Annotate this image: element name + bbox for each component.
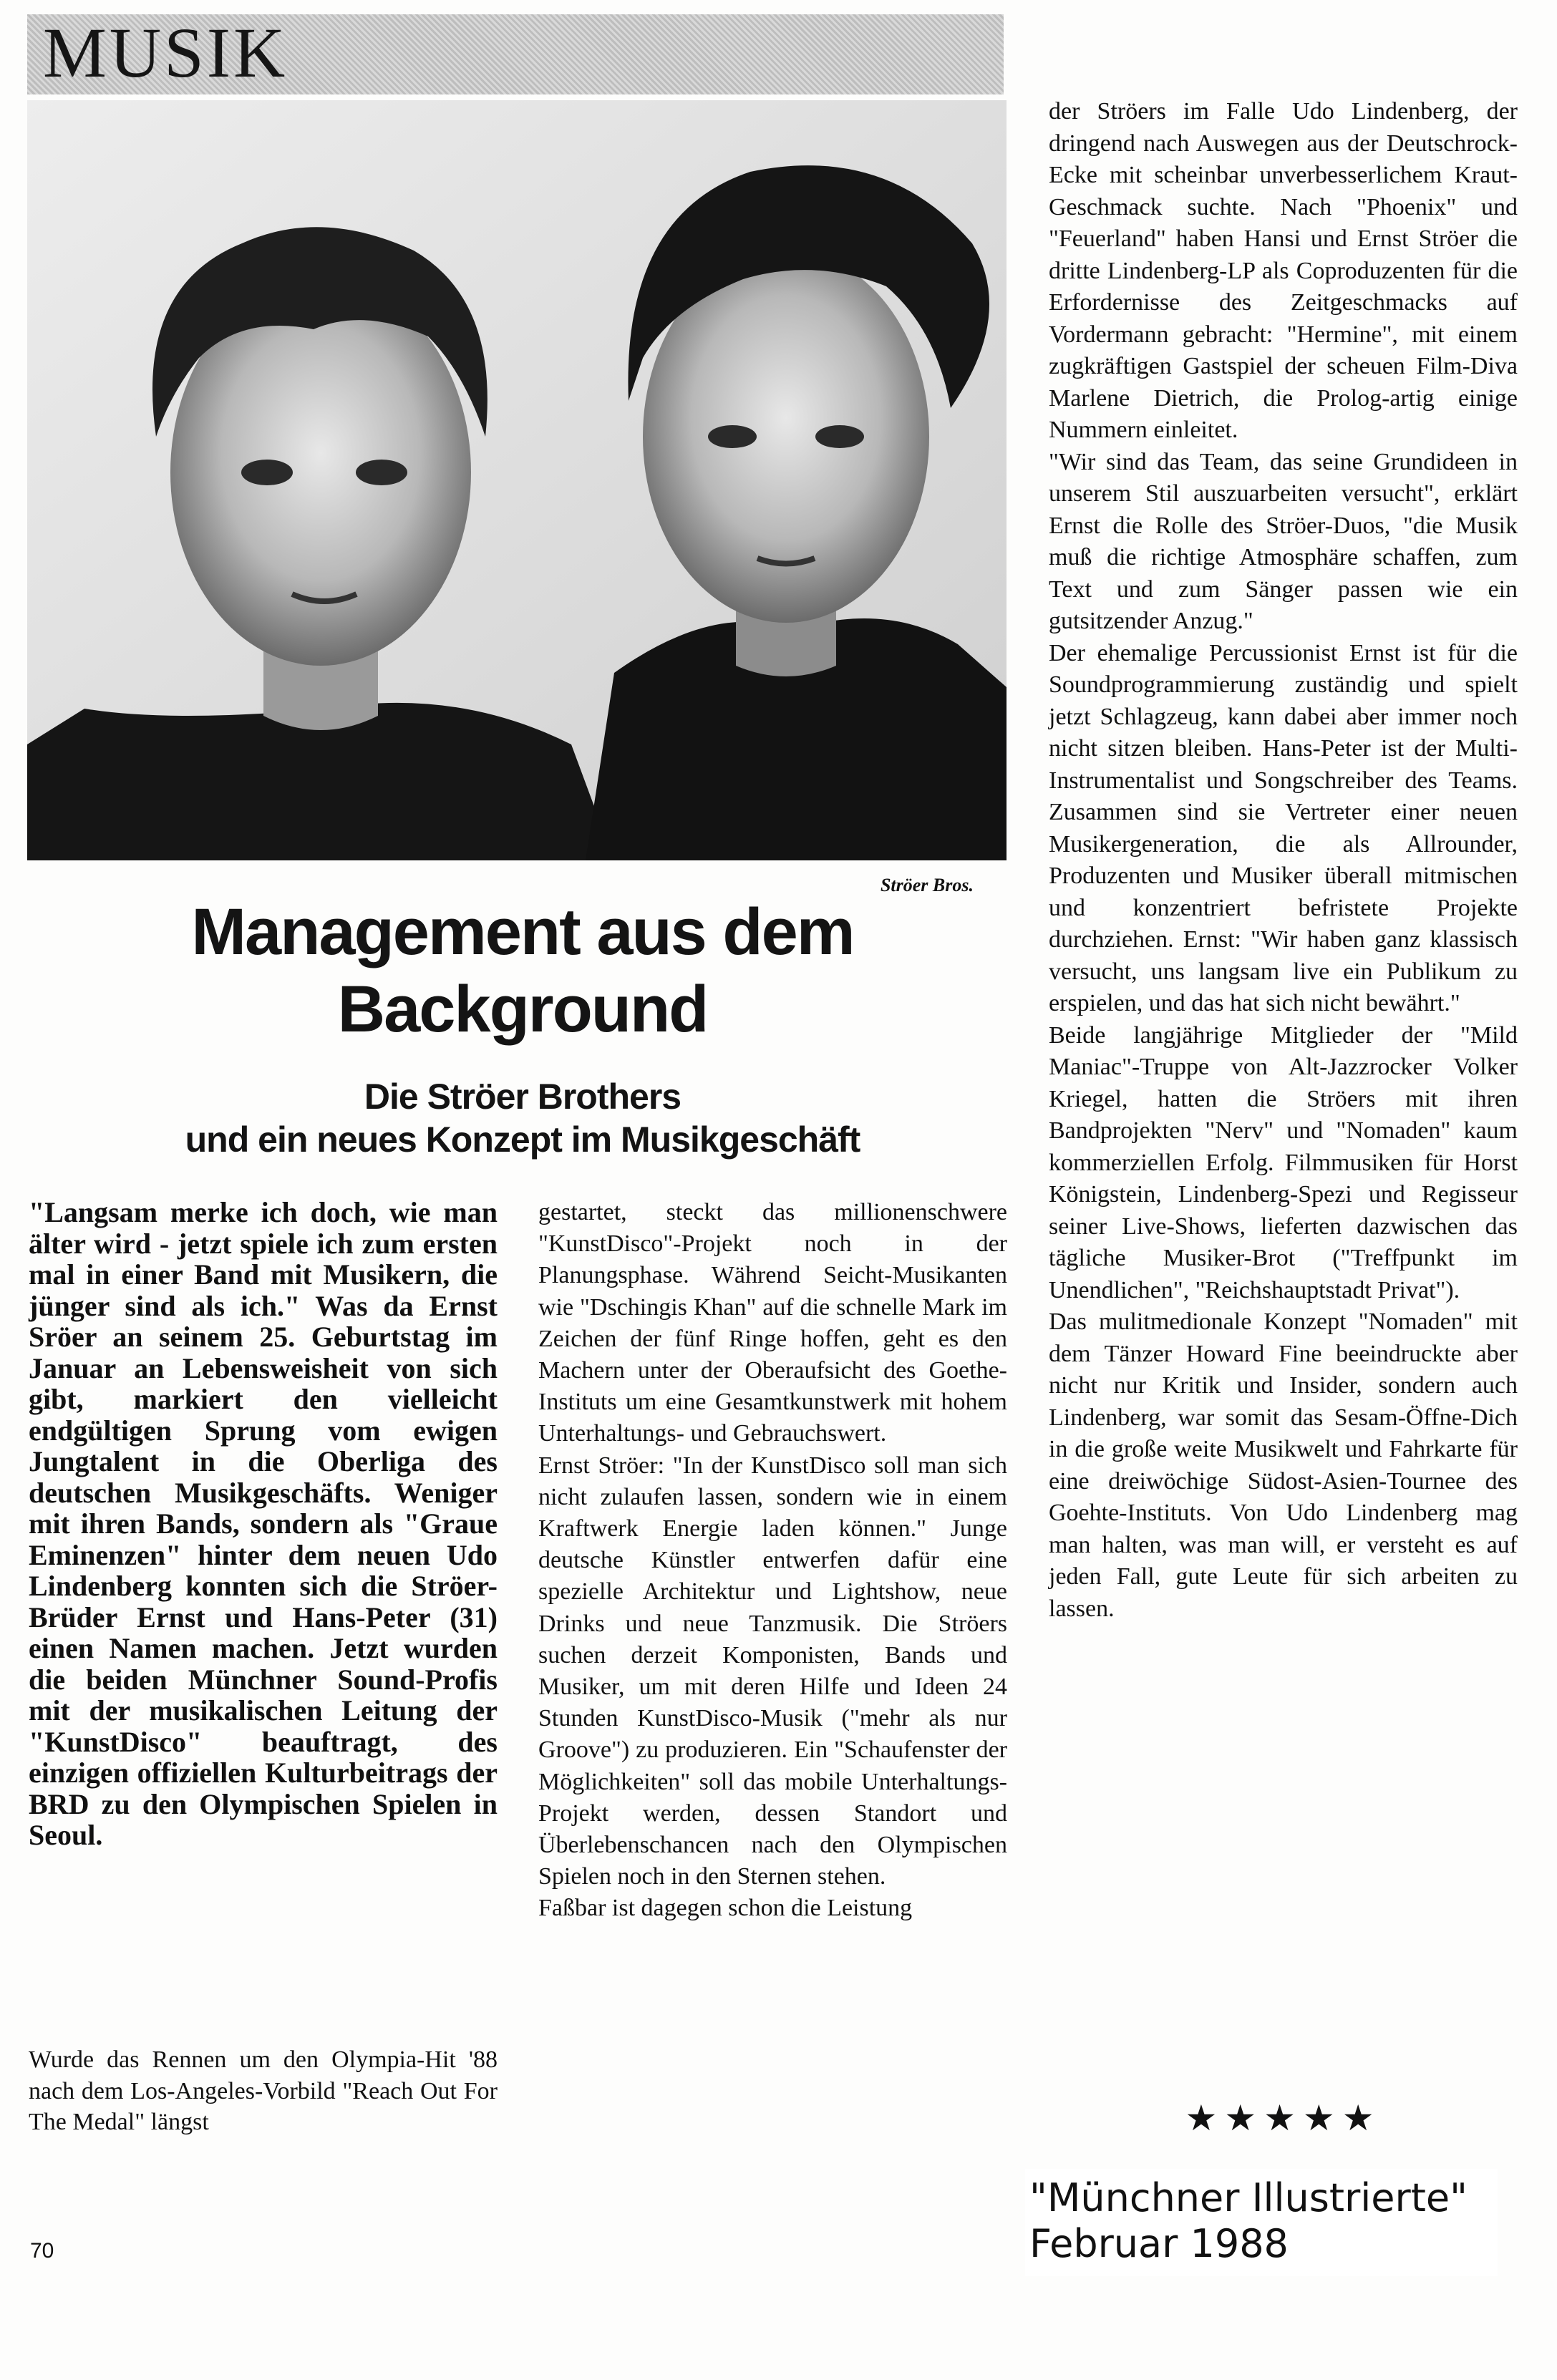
page-number: 70 xyxy=(30,2239,54,2263)
headline-line-1: Management aus dem xyxy=(191,895,854,968)
subheadline-line-2: und ein neues Konzept im Musikgeschäft xyxy=(185,1119,860,1160)
source-date: Februar 1988 xyxy=(1029,2221,1289,2266)
subheadline xyxy=(129,1075,916,1161)
column-3 xyxy=(1049,96,1518,1625)
headline-line-2: Background xyxy=(337,973,708,1046)
lead-paragraph xyxy=(29,1197,498,1851)
column-3-paragraph: Das mulitmedionale Konzept "Nomaden" mit dem Tänzer Howard Fine beeindruckte aber nicht nur Kritik und Insider, sondern auch Lindenberg, war somit das Sesam-Öffne-Dich in die große weite Musikwelt und Fahrkarte für eine dreiwöchige Südost-Asien-Tournee des Goehte-Instituts. Von Udo Lindenberg mag man halten, was man will, er versteht es auf jeden Fall, gute Leute für sich arbeiten zu lassen. xyxy=(1049,1308,1518,1622)
photo-caption: Ströer Bros. xyxy=(880,875,974,895)
column-1-paragraph: Wurde das Rennen um den Olympia-Hit '88 nach dem Los-Angeles-Vorbild "Reach Out For The Medal" längst xyxy=(29,2046,498,2135)
subheadline-line-1: Die Ströer Brothers xyxy=(364,1077,682,1117)
portrait-photo xyxy=(27,100,1007,860)
column-2-paragraph: Ernst Ströer: "In der KunstDisco soll man sich nicht zulaufen lassen, sondern wie in einem Kraftwerk Energie laden können." Junge deutsche Künstler entwerfen dafür eine spezielle Architektur und Lightshow, neue Drinks und neue Tanzmusik. Die Ströers suchen derzeit Komponisten, Bands und Musiker, um mit deren Hilfe und Ideen 24 Stunden KunstDisco-Musik ("mehr als nur Groove") zu produzieren. Ein "Schaufenster der Möglichkeiten" soll das mobile Unterhaltungs-Projekt werden, dessen Standort und Überlebenschancen nach den Olympischen Spielen noch in den Sternen stehen. xyxy=(538,1452,1007,1890)
section-title: MUSIK xyxy=(43,13,288,92)
column-3-paragraph: der Ströers im Falle Udo Lindenberg, der dringend nach Auswegen aus der Deutschrock-Ecke mit scheinbar unverbesserlichem Kraut-Geschmack suchte. Nach "Phoenix" und "Feuerland" haben Hansi und Ernst Ströer die dritte Lindenberg-LP als Coproduzenten für die Erfordernisse des Zeitgeschmacks auf Vordermann gebracht: "Hermine", mit einem zugkräftigen Gastspiel der scheuen Film-Diva Marlene Dietrich, die Prolog-artig einige Nummern einleitet. xyxy=(1049,98,1518,443)
source-publication: "Münchner Illustrierte" xyxy=(1029,2175,1468,2220)
end-mark-stars: ★★★★★ xyxy=(1185,2097,1382,2139)
column-1-body xyxy=(29,2044,498,2138)
column-3-paragraph: Beide langjährige Mitglieder der "Mild Maniac"-Truppe von Alt-Jazzrocker Volker Kriegel, hatten die Ströers mit ihren Bandprojekten "Nerv" und "Nomaden" kaum kommerziellen Erfolg. Filmmusiken für Horst Königstein, Lindenberg-Spezi und Regisseur seiner Live-Shows, lieferten dazwischen das tägliche Musiker-Brot ("Treffpunkt im Unendlichen", "Reichshauptstadt Privat"). xyxy=(1049,1021,1518,1303)
column-2-paragraph: Faßbar ist dagegen schon die Leistung xyxy=(538,1895,913,1922)
column-2 xyxy=(538,1197,1007,1925)
lead-text: "Langsam merke ich doch, wie man älter wird - jetzt spiele ich zum ersten mal in einer Band mit Musikern, die jünger sind als ich." Was da Ernst Sröer an seinem 25. Geburtstag im Januar an Lebensweisheit von sich gibt, markiert den vielleicht endgültigen Sprung vom ewigen Jungtalent in die Oberliga des deutschen Musikgeschäfts. Weniger mit ihren Bands, sondern als "Graue Eminenzen" hinter dem neuen Udo Lindenberg konnten sich die Ströer-Brüder Ernst und Hans-Peter (31) einen Namen machen. Jetzt wurden die beiden Münchner Sound-Profis mit der musikalischen Leitung der "KunstDisco" beauftragt, des einzigen offiziellen Kulturbeitrags der BRD zu den Olympischen Spielen in Seoul. xyxy=(29,1196,498,1851)
headline xyxy=(129,893,916,1048)
column-3-paragraph: "Wir sind das Team, das seine Grundideen in unserem Stil auszuarbeiten versucht", erklärt Ernst die Rolle des Ströer-Duos, "die Musik muß die richtige Atmosphäre schaffen, zum Text und zum Sänger passen wie ein gutsitzender Anzug." xyxy=(1049,448,1518,634)
column-2-paragraph: gestartet, steckt das millionenschwere "KunstDisco"-Projekt noch in der Planungsphase. Während Seicht-Musikanten wie "Dschingis Khan" auf die schnelle Mark im Zeichen der fünf Ringe hoffen, geht es den Machern unter der Oberaufsicht des Goethe-Instituts um eine Gesamtkunstwerk mit hohem Unterhaltungs- und Gebrauchswert. xyxy=(538,1199,1007,1447)
column-3-paragraph: Der ehemalige Percussionist Ernst ist für die Soundprogrammierung zuständig und spielt jetzt Schlagzeug, kann dabei aber immer noch nicht sitzen bleiben. Hans-Peter ist der Multi-Instrumentalist und Songschreiber des Teams. Zusammen sind sie Vertreter einer neuen Musikergeneration, die als Allrounder, Produzenten und Musiker überall mitmischen und konzentriert befristete Projekte durchziehen. Ernst: "Wir haben ganz klassisch versucht, uns langsam live ein Publikum zu erspielen, und das hat sich nicht bewährt." xyxy=(1049,639,1518,1016)
